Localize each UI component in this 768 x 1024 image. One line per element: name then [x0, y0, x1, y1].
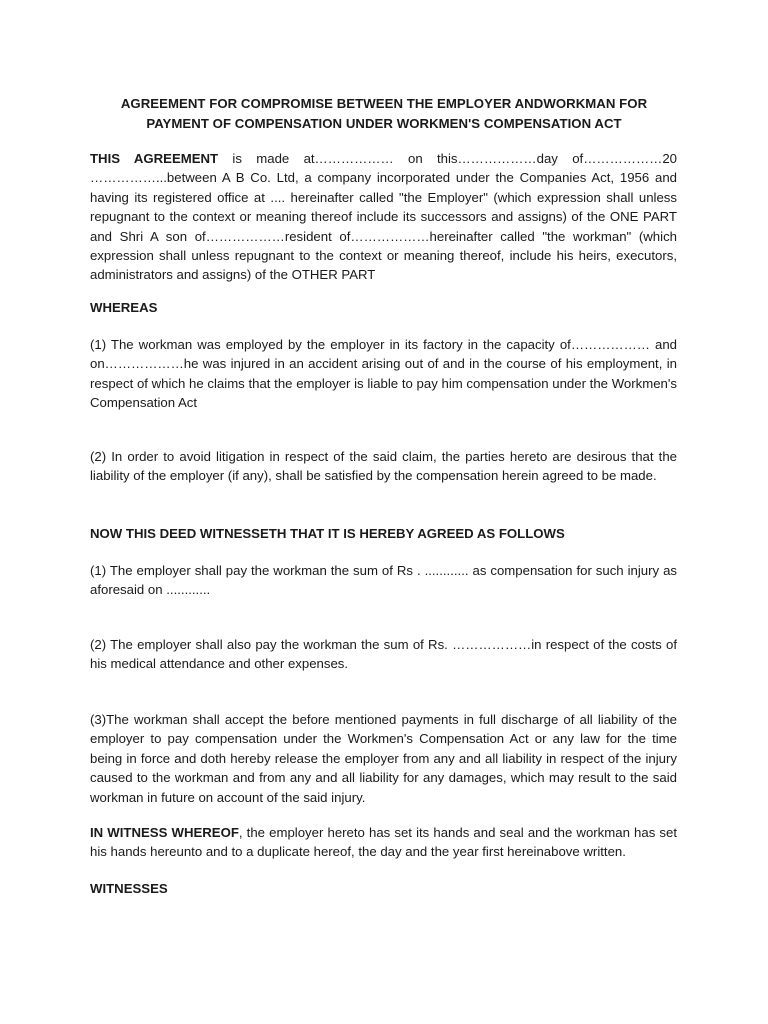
clause-1: (1) The employer shall pay the workman the sum of Rs . ............ as compensation for such injury as aforesaid on ............	[90, 563, 677, 598]
whereas-clause-2: (2) In order to avoid litigation in respect of the said claim, the parties hereto are desirous that the liability of the employer (if any), shall be satisfied by the compensation herein agreed to be made.	[90, 449, 677, 484]
title-line-2: PAYMENT OF COMPENSATION UNDER WORKMEN'S COMPENSATION ACT	[146, 116, 622, 131]
in-witness-lead: IN WITNESS WHEREOF	[90, 825, 239, 840]
in-witness-body: , the employer hereto has set its hands and seal and the workman has set his hands hereunto and to a duplicate hereof, the day and the year first hereinabove written.	[90, 825, 677, 860]
clause-2: (2) The employer shall also pay the workman the sum of Rs. ………………in respect of the costs of his medical attendance and other expenses.	[90, 637, 677, 672]
clause-3: (3)The workman shall accept the before mentioned payments in full discharge of all liability of the employer to pay compensation under the Workmen's Compensation Act or any law for the time being in force and doth hereby release the employer from any and all liability in respect of the injury caused to the workman and from any and all liability for any damages, which may result to the said workman in future on account of the said injury.	[90, 712, 677, 805]
intro-paragraph	[90, 149, 677, 285]
title-line-1: AGREEMENT FOR COMPROMISE BETWEEN THE EMPLOYER ANDWORKMAN FOR	[120, 96, 648, 111]
witnesses-heading: WITNESSES	[90, 881, 168, 896]
document-title	[90, 94, 678, 134]
in-witness-paragraph	[90, 823, 677, 862]
intro-body: is made at……………… on this………………day of………………20 ……………...between A B Co. Ltd, a company incorporated under the Companies Act, 1956 and having its registered office at .... hereinafter called "the Employer" (which expression shall unless repugnant to the context or meaning thereof include its successors and assigns) of the ONE PART and Shri A son of………………resident of………………hereinafter called "the workman" (which expression shall unless repugnant to the context or meaning thereof, include his heirs, executors, administrators and assigns) of the OTHER PART	[90, 151, 677, 283]
intro-lead: THIS AGREEMENT	[90, 151, 219, 166]
whereas-heading: WHEREAS	[90, 300, 158, 315]
witnesseth-heading: NOW THIS DEED WITNESSETH THAT IT IS HEREBY AGREED AS FOLLOWS	[90, 526, 565, 541]
whereas-clause-1: (1) The workman was employed by the employer in its factory in the capacity of……………… and on………………he was injured in an accident arising out of and in the course of his employment, in respect of which he claims that the employer is liable to pay him compensation under the Workmen's Compensation Act	[90, 337, 677, 411]
